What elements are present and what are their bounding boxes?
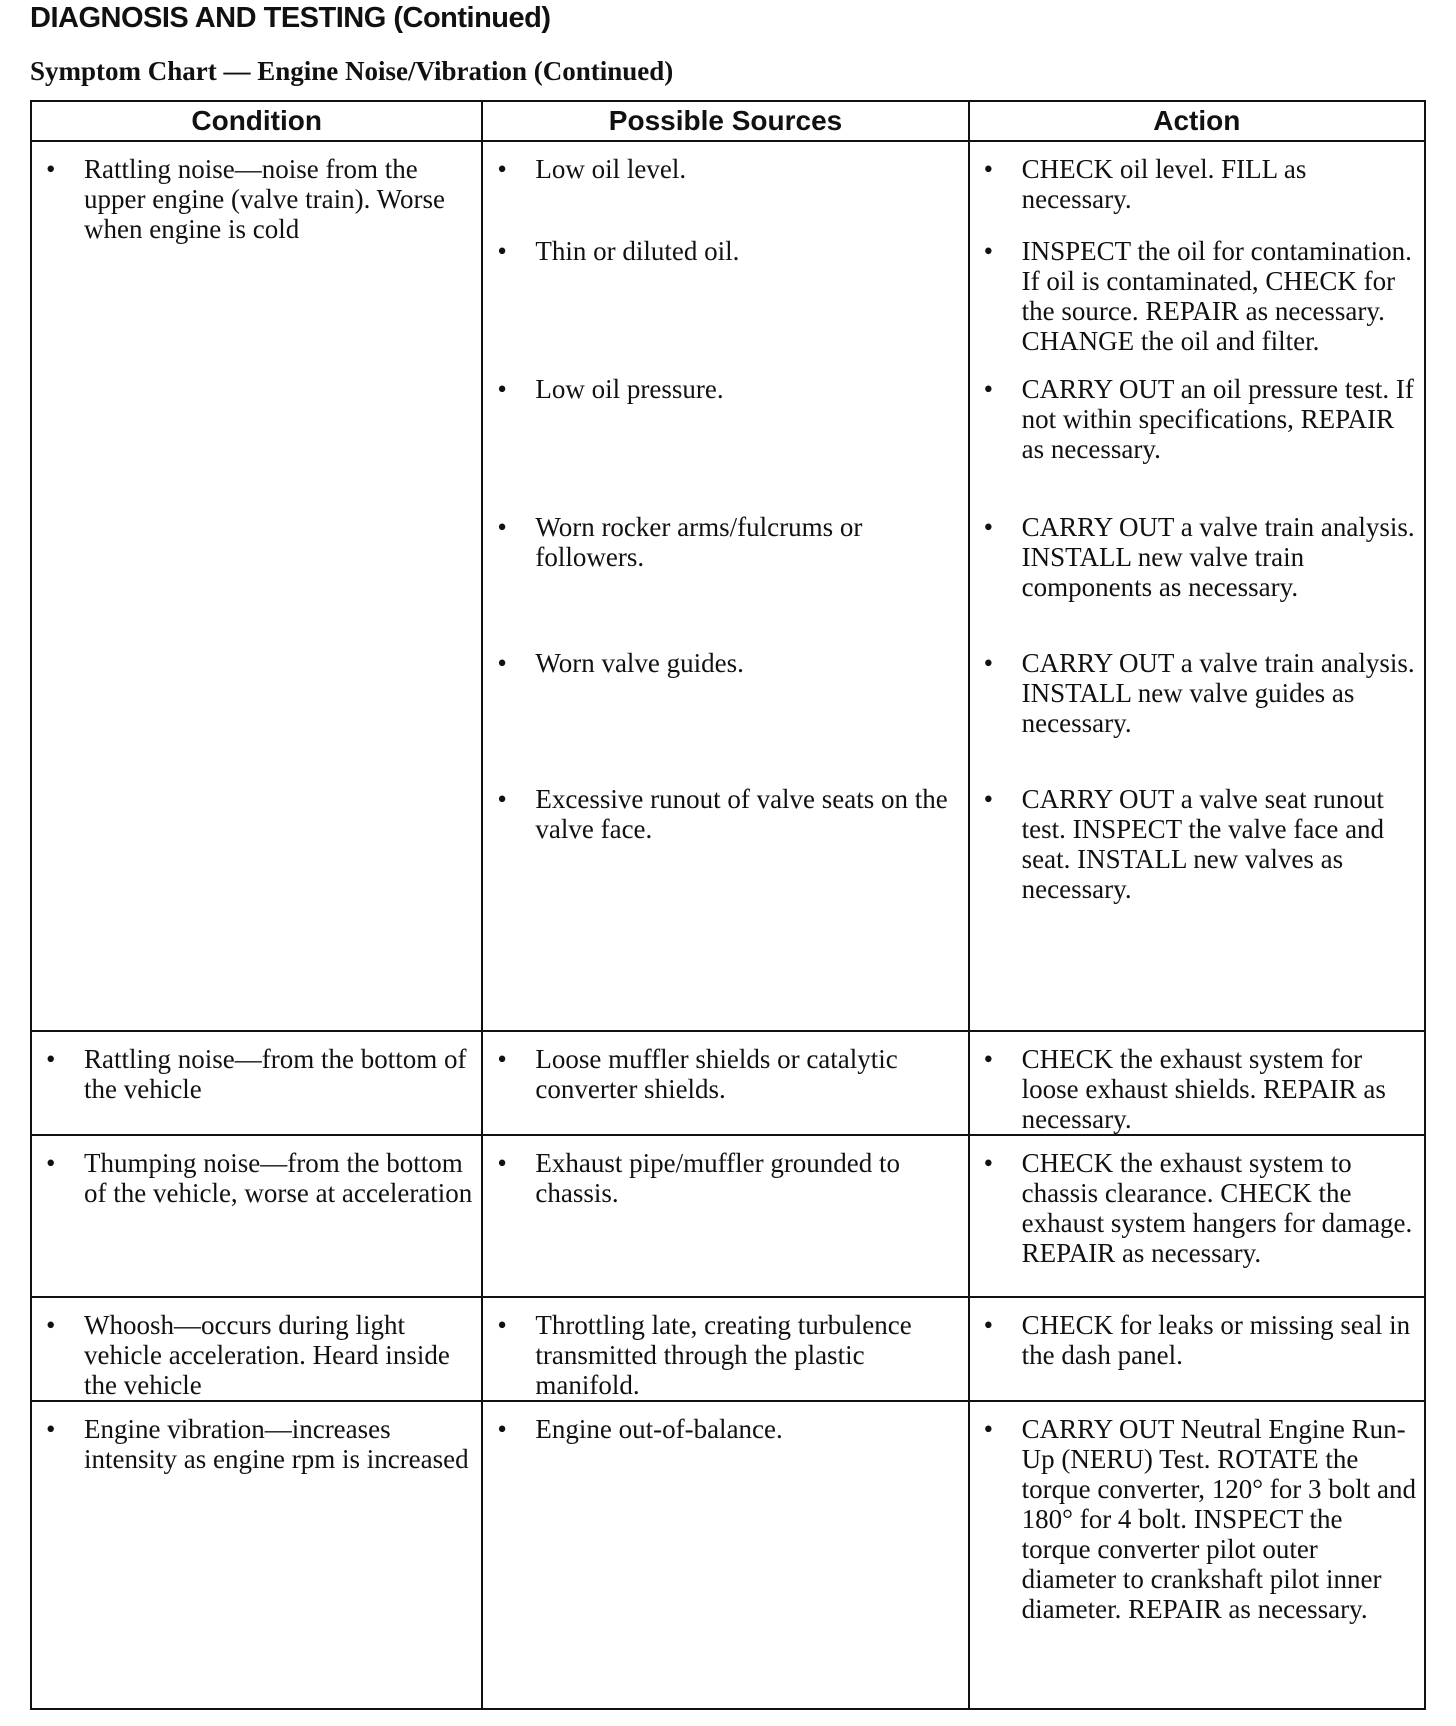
- action-item-text: CARRY OUT a valve seat runout test. INSPECT the valve face and seat. INSTALL new valves as necessary.: [1021, 784, 1385, 904]
- source-item-text: Worn rocker arms/fulcrums or followers.: [535, 512, 863, 572]
- source-item-text: Thin or diluted oil.: [535, 236, 740, 266]
- condition-item-text: Rattling noise—noise from the upper engine (valve train). Worse when engine is cold: [84, 154, 445, 244]
- condition-cell: [31, 1031, 482, 1135]
- bullet-icon: •: [497, 1414, 507, 1444]
- bullet-icon: •: [983, 1414, 994, 1444]
- action-item-text: CARRY OUT Neutral Engine Run-Up (NERU) Test. ROTATE the torque converter, 120° for 3 bolt and 180° for 4 bolt. INSPECT the torque converter pilot outer diameter to crankshaft pilot inner diameter. REPAIR as necessary.: [1021, 1414, 1417, 1624]
- table-row: [31, 1401, 1425, 1709]
- action-item: [970, 1148, 1424, 1268]
- condition-item: [32, 1044, 481, 1104]
- action-item-text: CHECK oil level. FILL as necessary.: [1021, 154, 1307, 214]
- column-header-action: Action: [969, 101, 1425, 141]
- bullet-icon: •: [46, 154, 56, 184]
- bullet-icon: •: [497, 1310, 507, 1340]
- bullet-icon: •: [983, 512, 994, 542]
- condition-item-text: Thumping noise—from the bottom of the vehicle, worse at acceleration: [84, 1148, 473, 1208]
- chart-title: Symptom Chart — Engine Noise/Vibration (Continued): [30, 56, 674, 86]
- bullet-icon: •: [983, 1044, 994, 1074]
- table-row: [31, 1135, 1425, 1297]
- table-row: [31, 141, 1425, 1031]
- bullet-icon: •: [46, 1044, 56, 1074]
- source-item-text: Low oil level.: [535, 154, 687, 184]
- bullet-icon: •: [983, 1310, 994, 1340]
- source-item-text: Throttling late, creating turbulence transmitted through the plastic manifold.: [535, 1310, 912, 1400]
- bullet-icon: •: [497, 1148, 507, 1178]
- page-title: DIAGNOSIS AND TESTING (Continued): [30, 2, 551, 34]
- source-item: [483, 1148, 967, 1208]
- source-item-text: Worn valve guides.: [535, 648, 744, 678]
- condition-item: [32, 1148, 481, 1208]
- action-item-text: INSPECT the oil for contamination. If oil is contaminated, CHECK for the source. REPAIR as necessary. CHANGE the oil and filter.: [1021, 236, 1412, 356]
- condition-item-text: Whoosh—occurs during light vehicle acceleration. Heard inside the vehicle: [84, 1310, 450, 1400]
- action-cell: [969, 1297, 1425, 1401]
- source-item: [483, 236, 967, 266]
- condition-item-text: Engine vibration—increases intensity as engine rpm is increased: [84, 1414, 469, 1474]
- action-item-text: CARRY OUT a valve train analysis. INSTALL new valve guides as necessary.: [1021, 648, 1415, 738]
- condition-item: [32, 154, 481, 244]
- action-item-text: CARRY OUT an oil pressure test. If not within specifications, REPAIR as necessary.: [1021, 374, 1414, 464]
- sources-cell: [482, 1135, 968, 1297]
- action-item: [970, 648, 1424, 738]
- source-item: [483, 1044, 967, 1104]
- source-item: [483, 374, 967, 404]
- bullet-icon: •: [497, 154, 507, 184]
- bullet-icon: •: [983, 648, 994, 678]
- source-item-text: Engine out-of-balance.: [535, 1414, 783, 1444]
- bullet-icon: •: [46, 1310, 56, 1340]
- action-item: [970, 374, 1424, 464]
- action-cell: [969, 1031, 1425, 1135]
- bullet-icon: •: [46, 1414, 56, 1444]
- source-item-text: Excessive runout of valve seats on the valve face.: [535, 784, 948, 844]
- bullet-icon: •: [983, 154, 994, 184]
- source-item-text: Exhaust pipe/muffler grounded to chassis.: [535, 1148, 901, 1208]
- action-item: [970, 154, 1424, 214]
- table-row: [31, 1297, 1425, 1401]
- action-item: [970, 236, 1424, 356]
- bullet-icon: •: [497, 1044, 507, 1074]
- condition-item: [32, 1414, 481, 1474]
- source-item: [483, 1310, 967, 1400]
- action-item: [970, 1044, 1424, 1134]
- action-cell: [969, 141, 1425, 1031]
- bullet-icon: •: [983, 236, 994, 266]
- bullet-icon: •: [497, 648, 507, 678]
- source-item-text: Loose muffler shields or catalytic converter shields.: [535, 1044, 898, 1104]
- symptom-chart-table: [30, 100, 1426, 1710]
- bullet-icon: •: [983, 1148, 994, 1178]
- column-header-condition: Condition: [31, 101, 482, 141]
- bullet-icon: •: [46, 1148, 56, 1178]
- action-cell: [969, 1401, 1425, 1709]
- source-item: [483, 512, 967, 572]
- bullet-icon: •: [497, 374, 507, 404]
- table-row: [31, 1031, 1425, 1135]
- sources-cell: [482, 1297, 968, 1401]
- bullet-icon: •: [497, 784, 507, 814]
- action-item: [970, 1310, 1424, 1370]
- action-item: [970, 1414, 1424, 1624]
- action-item-text: CHECK the exhaust system for loose exhaust shields. REPAIR as necessary.: [1021, 1044, 1386, 1134]
- source-item: [483, 784, 967, 844]
- source-item: [483, 154, 967, 184]
- bullet-icon: •: [983, 784, 994, 814]
- bullet-icon: •: [497, 512, 507, 542]
- condition-cell: [31, 1297, 482, 1401]
- condition-item: [32, 1310, 481, 1400]
- header-row: [31, 101, 1425, 141]
- bullet-icon: •: [497, 236, 507, 266]
- source-item: [483, 648, 967, 678]
- condition-cell: [31, 1401, 482, 1709]
- sources-cell: [482, 1031, 968, 1135]
- action-item: [970, 784, 1424, 904]
- condition-cell: [31, 141, 482, 1031]
- source-item: [483, 1414, 967, 1444]
- action-item-text: CHECK the exhaust system to chassis clearance. CHECK the exhaust system hangers for damage. REPAIR as necessary.: [1021, 1148, 1413, 1268]
- sources-cell: [482, 141, 968, 1031]
- action-cell: [969, 1135, 1425, 1297]
- action-item-text: CHECK for leaks or missing seal in the dash panel.: [1021, 1310, 1411, 1370]
- sources-cell: [482, 1401, 968, 1709]
- condition-item-text: Rattling noise—from the bottom of the vehicle: [84, 1044, 467, 1104]
- source-item-text: Low oil pressure.: [535, 374, 724, 404]
- condition-cell: [31, 1135, 482, 1297]
- bullet-icon: •: [983, 374, 994, 404]
- action-item: [970, 512, 1424, 602]
- column-header-possible-sources: Possible Sources: [482, 101, 968, 141]
- action-item-text: CARRY OUT a valve train analysis. INSTALL new valve train components as necessary.: [1021, 512, 1415, 602]
